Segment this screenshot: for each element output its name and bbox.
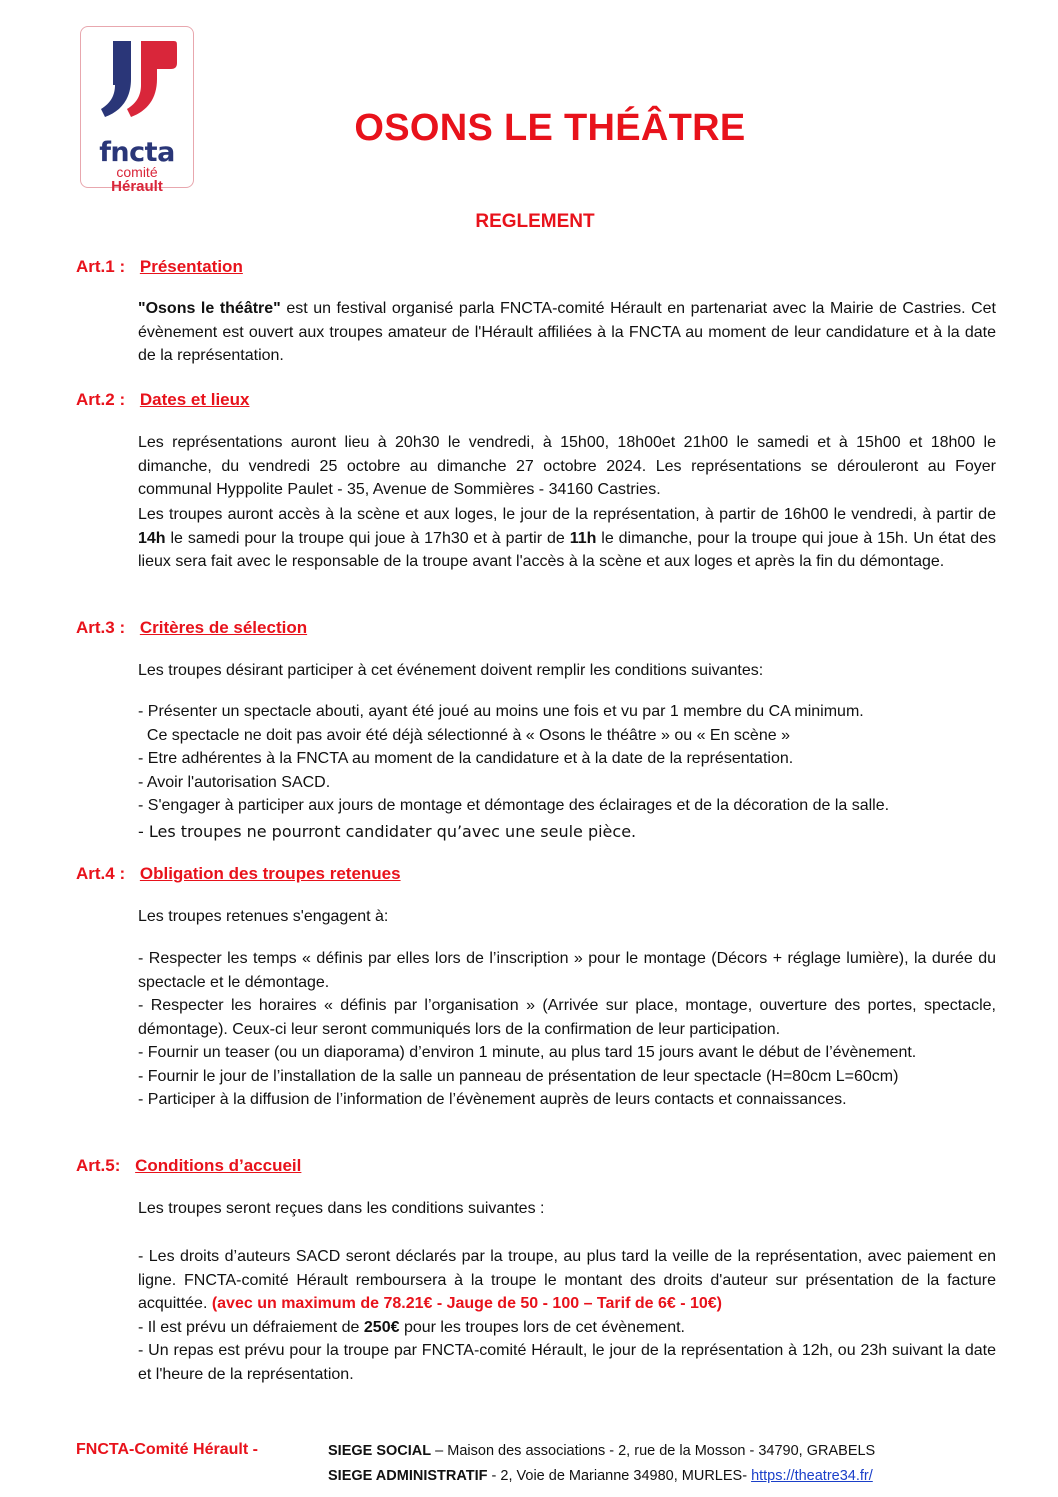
list-item: - Un repas est prévu pour la troupe par FNCTA-comité Hérault, le jour de la représentation à 12h, ou 23h suivant la date et l'heure de la représentation.	[138, 1342, 996, 1383]
article-number: Art.2 :	[76, 390, 126, 409]
fncta-quote-mark-icon	[97, 39, 179, 121]
text-run: Les troupes auront accès à la scène et aux loges, le jour de la représentation, à partir de 16h00 le vendredi, à partir de	[138, 506, 996, 523]
footer-line-2	[328, 1468, 873, 1484]
footer-org: FNCTA-Comité Hérault -	[76, 1441, 258, 1458]
article-4-list	[138, 947, 996, 1112]
list-item: - Fournir le jour de l’installation de la salle un panneau de présentation de leur spectacle (H=80cm L=60cm)	[138, 1067, 899, 1085]
article-5-intro: Les troupes seront reçues dans les conditions suivantes :	[138, 1200, 545, 1217]
page-title: OSONS LE THÉÂTRE	[354, 107, 746, 149]
logo-wordmark: fncta	[99, 137, 175, 168]
list-item: - Fournir un teaser (ou un diaporama) d’environ 1 minute, au plus tard 15 jours avant le début de l’évènement.	[138, 1044, 917, 1061]
list-item: - Respecter les temps « définis par elles lors de l’inscription » pour le montage (Décors + réglage lumière), la durée du spectacle et le démontage.	[138, 950, 996, 991]
logo-comite: comité	[116, 164, 158, 180]
fncta-logo	[80, 26, 194, 195]
footer-label: SIEGE ADMINISTRATIF	[328, 1468, 488, 1484]
footer-text: – Maison des associations - 2, rue de la Mosson - 34790, GRABELS	[431, 1443, 876, 1459]
footer-line-1	[328, 1443, 875, 1459]
list-item	[138, 1245, 996, 1316]
sacd-limit-note: (avec un maximum de 78.21€ - Jauge de 50 - 100 – Tarif de 6€ - 10€)	[211, 1295, 722, 1312]
article-number: Art.5:	[76, 1156, 121, 1175]
list-item: - Respecter les horaires « définis par l’organisation » (Arrivée sur place, montage, ouverture des portes, spectacle, démontage). Ceux-ci leur seront communiqués lors de la confirmation de leur participation.	[138, 997, 996, 1038]
allowance-amount: 250€	[363, 1318, 400, 1336]
article-1-text	[138, 297, 996, 368]
text-run: le dimanche, pour la troupe qui joue à 15h. Un état des lieux sera fait avec le responsable de la troupe avant l'accès à la scène et aux loges et après la fin du démontage.	[138, 529, 996, 570]
festival-name: "Osons le théâtre"	[138, 300, 281, 317]
list-item: - Présenter un spectacle abouti, ayant été joué au moins une fois et vu par 1 membre du CA minimum.	[138, 703, 864, 720]
article-2-text-2	[138, 503, 996, 574]
list-item: - Participer à la diffusion de l’information de l’évènement auprès de leurs contacts et connaissances.	[138, 1091, 847, 1108]
article-number: Art.3 :	[76, 618, 126, 637]
article-title: Présentation	[139, 257, 243, 276]
article-number: Art.1 :	[76, 257, 126, 276]
text-run: - Les droits d’auteurs SACD seront déclarés par la troupe, au plus tard la veille de la représentation, avec paiement en ligne. FNCTA-comité Hérault remboursera à la troupe le montant des droits d'auteur sur présentation de la facture acquittée.	[138, 1248, 996, 1312]
article-5-list	[138, 1245, 996, 1386]
page-subtitle: REGLEMENT	[475, 211, 595, 232]
list-item: - Avoir l'autorisation SACD.	[138, 773, 331, 791]
article-3-intro: Les troupes désirant participer à cet événement doivent remplir les conditions suivantes:	[138, 662, 764, 679]
footer-label: SIEGE SOCIAL	[328, 1443, 432, 1459]
time-saturday: 14h	[138, 529, 166, 547]
list-item: Ce spectacle ne doit pas avoir été déjà sélectionné à « Osons le théâtre » ou « En scène »	[138, 726, 790, 744]
article-title: Conditions d’accueil	[135, 1156, 302, 1175]
article-2-heading	[76, 390, 249, 410]
article-4-heading	[76, 864, 401, 884]
text-run: le samedi pour la troupe qui joue à 17h30 et à partir de	[165, 529, 570, 547]
text-run: - Il est prévu un défraiement de	[138, 1318, 364, 1336]
article-3-list	[138, 700, 996, 843]
time-sunday: 11h	[569, 529, 597, 547]
list-item	[138, 1316, 996, 1340]
list-item: - Les troupes ne pourront candidater qu’avec une seule pièce.	[138, 821, 637, 841]
article-title: Critères de sélection	[139, 618, 308, 637]
article-number: Art.4 :	[76, 864, 126, 883]
list-item: - Etre adhérentes à la FNCTA au moment de la candidature et à la date de la représentation.	[138, 750, 794, 767]
article-3-heading	[76, 618, 307, 638]
article-1-body: est un festival organisé parla FNCTA-comité Hérault en partenariat avec la Mairie de Castries. Cet évènement est ouvert aux troupes amateur de l'Hérault affiliées à la FNCTA au moment de leur candidature et à la date de la représentation.	[138, 300, 997, 364]
article-title: Obligation des troupes retenues	[139, 864, 401, 883]
website-link[interactable]: https://theatre34.fr/	[751, 1468, 873, 1484]
article-1-heading	[76, 257, 243, 277]
text-run: pour les troupes lors de cet évènement.	[399, 1318, 685, 1336]
footer-text: - 2, Voie de Marianne 34980, MURLES-	[487, 1468, 752, 1484]
article-4-intro: Les troupes retenues s'engagent à:	[138, 908, 389, 925]
article-2-text-1: Les représentations auront lieu à 20h30 le vendredi, à 15h00, 18h00et 21h00 le samedi et à 15h00 et 18h00 le dimanche, du vendredi 25 octobre au dimanche 27 octobre 2024. Les représentations se dérouleront au Foyer communal Hyppolite Paulet - 35, Avenue de Sommières - 34160 Castries.	[138, 434, 996, 498]
list-item: - S'engager à participer aux jours de montage et démontage des éclairages et de la décoration de la salle.	[138, 797, 890, 814]
article-title: Dates et lieux	[139, 390, 250, 409]
logo-herault: Hérault	[111, 178, 163, 195]
article-5-heading	[76, 1156, 301, 1176]
